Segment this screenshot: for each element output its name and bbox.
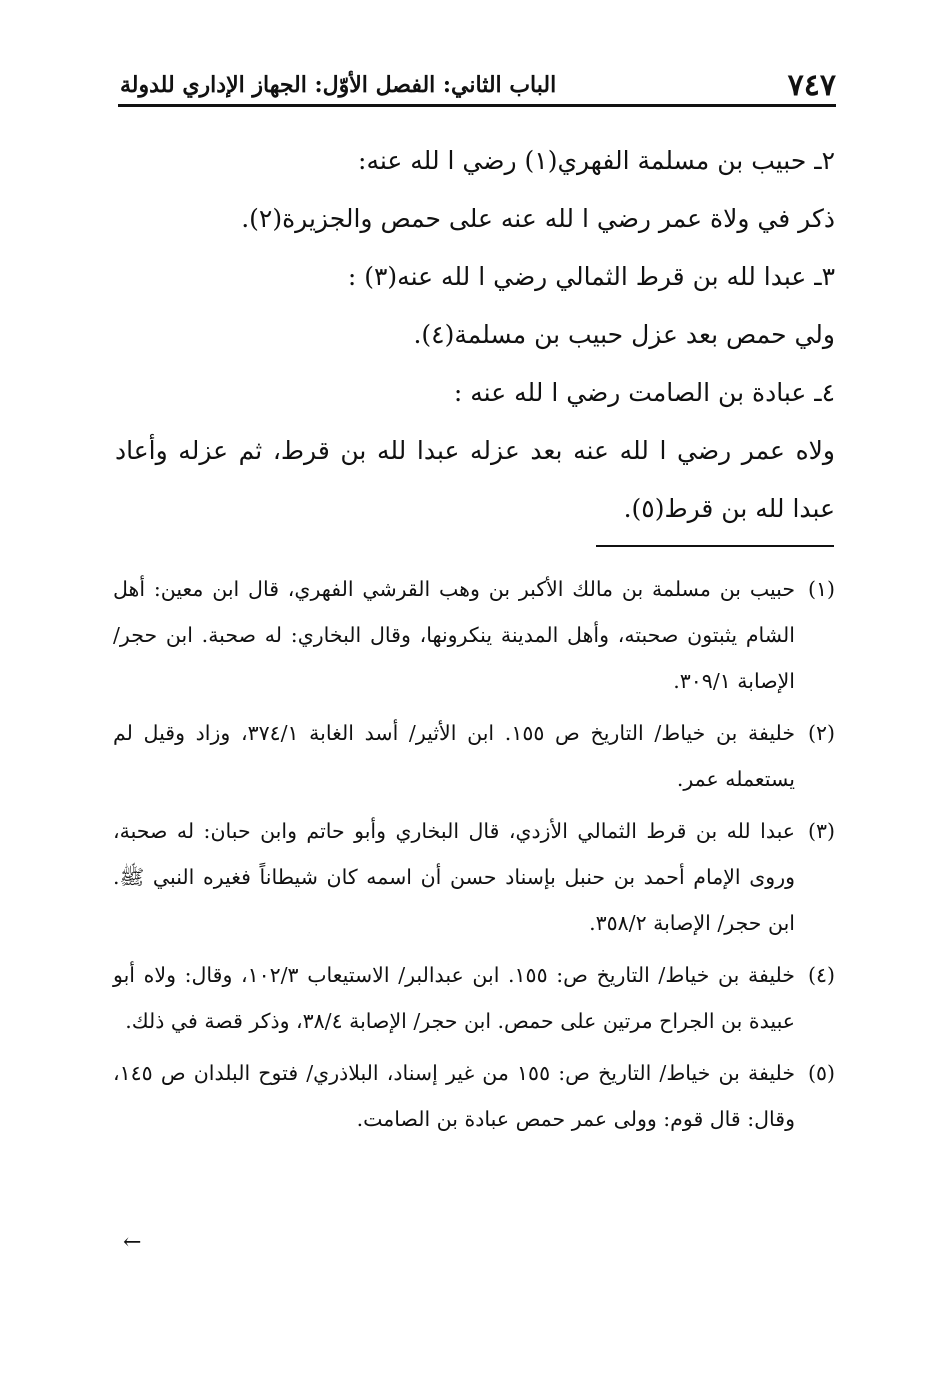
header-rule (118, 104, 836, 107)
page-header (120, 66, 836, 104)
body-line: ذكر في ولاة عمر رضي ا لله عنه على حمص والجزيرة(٢). (241, 204, 835, 233)
footnote (113, 808, 835, 946)
footnote (113, 710, 835, 802)
footnote-text: خليفة بن خياط/ التاريخ ص ١٥٥. ابن الأثير/ أسد الغابة ٣٧٤/١، وزاد وقيل لم يستعمله عمر. (113, 721, 795, 791)
body-line: ولي حمص بعد عزل حبيب بن مسلمة(٤). (413, 320, 835, 349)
page-number: ٧٤٧ (787, 67, 836, 103)
footnote-text: خليفة بن خياط/ التاريخ ص: ١٥٥ من غير إسناد، البلاذري/ فتوح البلدان ص ١٤٥، وقال: قال قوم: وولى عمر حمص عبادة بن الصامت. (113, 1061, 796, 1131)
body-line: ٤ـ عبادة بن الصامت رضي ا لله عنه : (453, 378, 835, 407)
footnote-text: خليفة بن خياط/ التاريخ ص: ١٥٥. ابن عبدالبر/ الاستيعاب ١٠٢/٣، وقال: ولاه أبو عبيدة بن الجراح مرتين على حمص. ابن حجر/ الإصابة ٣٨/٤، وذكر قصة في ذلك. (113, 963, 795, 1033)
footnotes (113, 566, 835, 1148)
footnote-number: (١) (807, 577, 835, 601)
footnote-number: (٥) (807, 1061, 835, 1085)
footnote (113, 566, 835, 704)
footnote-separator (596, 545, 834, 547)
footnote (113, 952, 835, 1044)
body-line: ٣ـ عبدا لله بن قرط الثمالي رضي ا لله عنه(٣) : (347, 262, 835, 291)
running-title: الباب الثاني: الفصل الأوّل: الجهاز الإداري للدولة (120, 72, 557, 98)
footnote-number: (٤) (807, 963, 835, 987)
footnote-text: حبيب بن مسلمة بن مالك الأكبر بن وهب القرشي الفهري، قال ابن معين: أهل الشام يثبتون صحبته، وأهل المدينة ينكرونها، وقال البخاري: له صحبة. ابن حجر/ الإصابة ٣٠٩/١. (113, 577, 795, 693)
body-paragraph: ولاه عمر رضي ا لله عنه بعد عزله عبدا لله بن قرط، ثم عزله وأعاد عبدا لله بن قرط(٥). (115, 436, 835, 523)
footnote (113, 1050, 835, 1142)
footnote-number: (٢) (807, 721, 835, 745)
continue-arrow-icon: ← (123, 1230, 142, 1255)
body-line: ٢ـ حبيب بن مسلمة الفهري(١) رضي ا لله عنه: (358, 146, 835, 175)
footnote-text: عبدا لله بن قرط الثمالي الأزدي، قال البخاري وأبو حاتم وابن حبان: له صحبة، وروى الإمام أحمد بن حنبل بإسناد حسن أن اسمه كان شيطاناً فغيره النبي ﷺ. ابن حجر/ الإصابة ٣٥٨/٢. (113, 819, 795, 935)
footnote-number: (٣) (807, 819, 835, 843)
main-text (115, 132, 835, 538)
